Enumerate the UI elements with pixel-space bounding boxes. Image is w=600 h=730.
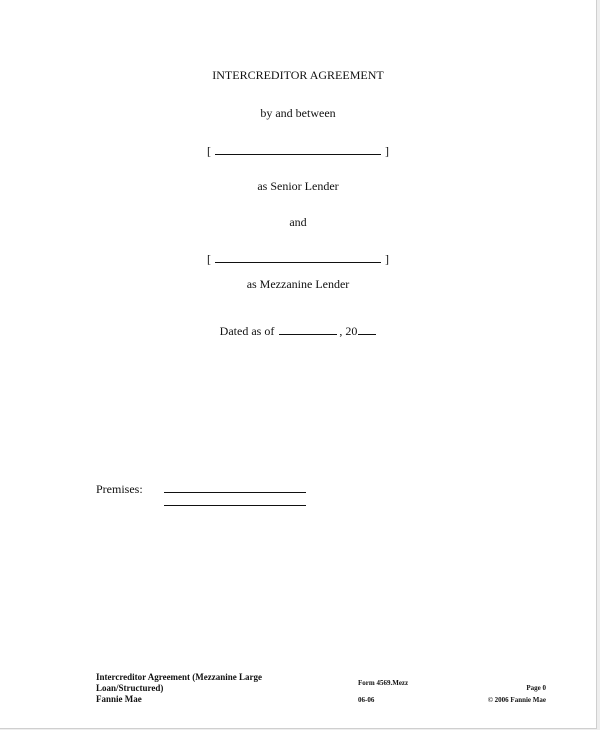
mezzanine-lender-blank xyxy=(215,252,381,263)
footer-date-code: 06-06 xyxy=(358,696,375,704)
dated-as-of-line xyxy=(0,324,596,338)
bracket-close: ] xyxy=(385,252,389,266)
premises-blank-line-1 xyxy=(164,492,306,493)
premises-blank-line-2 xyxy=(164,505,306,506)
dated-year-prefix: , 20 xyxy=(339,324,358,338)
footer-page-number: Page 0 xyxy=(526,684,546,692)
bracket-open: [ xyxy=(207,252,211,266)
footer-doc-title-line2: Loan/Structured) xyxy=(96,683,164,693)
footer-organization: Fannie Mae xyxy=(96,694,142,704)
senior-lender-label: as Senior Lender xyxy=(257,179,339,193)
footer-form-number: Form 4569.Mezz xyxy=(358,679,409,687)
year-blank xyxy=(358,324,376,335)
and-text: and xyxy=(289,215,307,229)
footer-doc-title-line1: Intercreditor Agreement (Mezzanine Large xyxy=(96,672,263,682)
senior-lender-blank xyxy=(215,144,381,155)
by-and-between-text: by and between xyxy=(260,106,336,120)
premises-label: Premises: xyxy=(96,482,143,496)
mezzanine-lender-label: as Mezzanine Lender xyxy=(246,277,350,291)
dated-prefix: Dated as of xyxy=(219,324,275,338)
mezzanine-lender-name-row xyxy=(0,252,596,266)
senior-lender-name-row xyxy=(0,144,596,158)
bracket-close: ] xyxy=(385,144,389,158)
bracket-open: [ xyxy=(207,144,211,158)
date-blank xyxy=(279,324,337,335)
footer-copyright: © 2006 Fannie Mae xyxy=(487,696,546,704)
document-title: INTERCREDITOR AGREEMENT xyxy=(212,68,384,82)
